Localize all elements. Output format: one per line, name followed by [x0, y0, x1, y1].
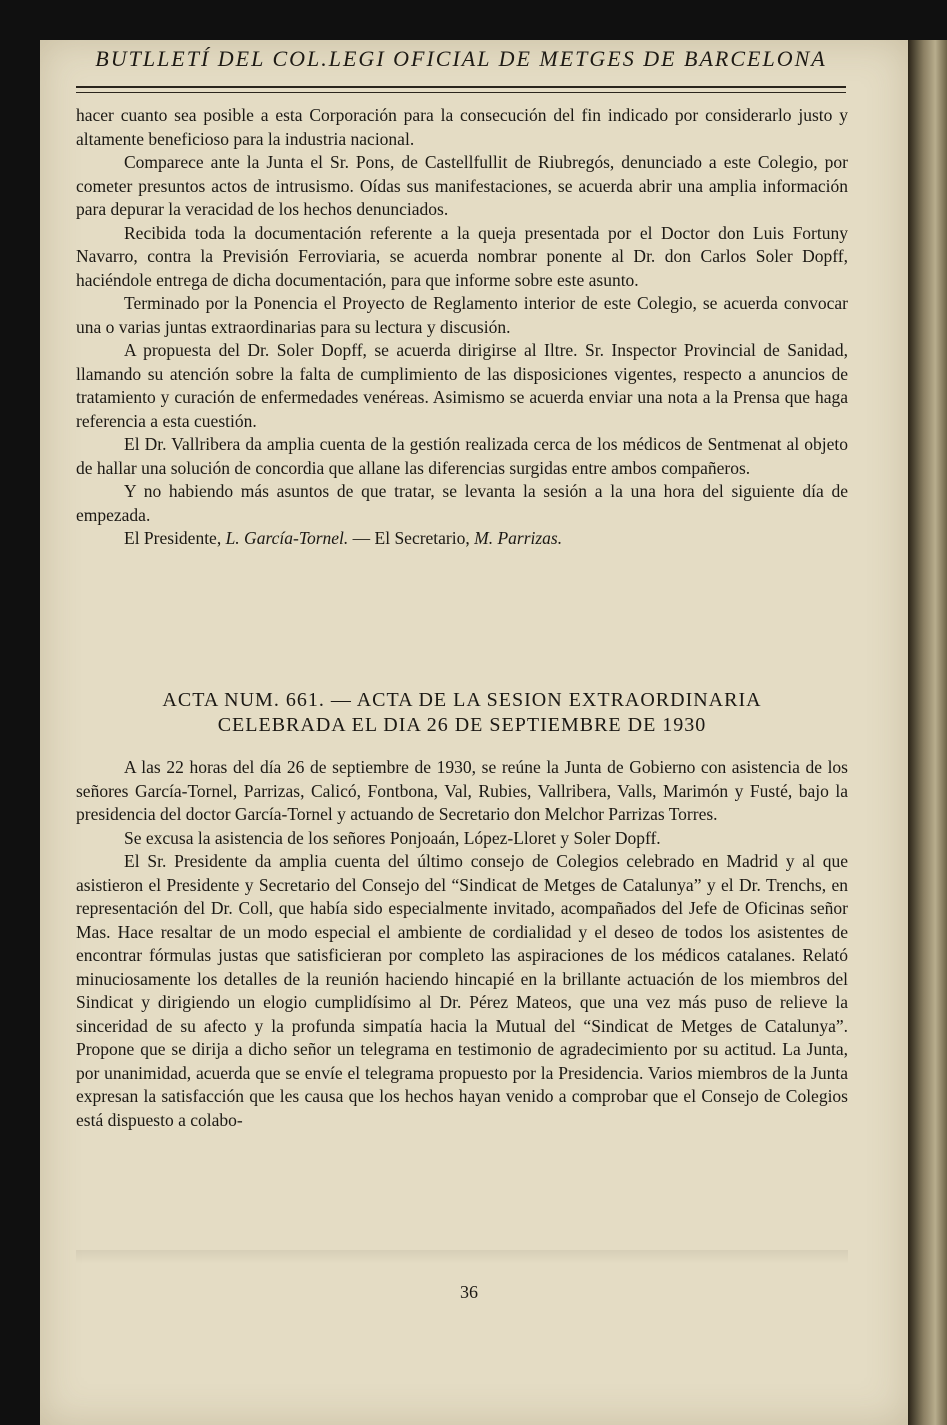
header-rule-thin	[76, 92, 846, 93]
section-title-line-2: CELEBRADA EL DIA 26 DE SEPTIEMBRE DE 1930	[217, 714, 707, 736]
page-number: 36	[460, 1282, 478, 1302]
president-label: El Presidente,	[124, 528, 222, 548]
signature-separator: —	[352, 528, 371, 548]
secretary-label: El Secretario,	[374, 528, 470, 548]
paragraph: Terminado por la Ponencia el Proyecto de Reglamento interior de este Colegio, se acuerda convocar una o varias juntas extraordinarias para su lectura y discusión.	[76, 293, 848, 337]
signature-line	[76, 527, 848, 551]
secretary-name: M. Parrizas.	[474, 528, 563, 548]
president-name: L. García-Tornel.	[225, 528, 349, 548]
minutes-body-top	[76, 104, 848, 551]
paragraph: El Sr. Presidente da amplia cuenta del último consejo de Colegios celebrado en Madrid y al que asistieron el Presidente y Secretario del Consejo del “Sindicat de Metges de Catalunya” y el Dr. Trenchs, en representación del Dr. Coll, que había sido especialmente invitado, acompañados del Jefe de Oficinas señor Mas. Hace resaltar de un modo especial el ambiente de cordialidad y el deseo de todos los asistentes de encontrar fórmulas justas que satisficieran por completo las aspiraciones de los médicos catalanes. Relató minuciosamente los detalles de la reunión haciendo hincapié en la brillante actuación de los miembros del Sindicat y dirigiendo un elogio cumplidísimo al Dr. Pérez Mateos, que una vez más puso de relieve la sinceridad de su afecto y la profunda simpatía hacia la Mutual del “Sindicat de Metges de Catalunya”. Propone que se dirija a dicho señor un telegrama en testimonio de agradecimiento por su actitud. La Junta, por unanimidad, acuerda que se envíe el telegrama propuesto por la Presidencia. Varios miembros de la Junta expresan la satisfacción que les causa que los hechos hayan venido a comprobar que el Consejo de Colegios está dispuesto a colabo-	[76, 851, 848, 1130]
show-through-bleed	[76, 1250, 848, 1264]
minutes-body-bottom	[76, 756, 848, 1132]
paragraph: A las 22 horas del día 26 de septiembre de 1930, se reúne la Junta de Gobierno con asistencia de los señores García-Tornel, Parrizas, Calicó, Fontbona, Val, Rubies, Vallribera, Valls, Marimón y Fusté, bajo la presidencia del doctor García-Tornel y actuando de Secretario don Melchor Parrizas Torres.	[76, 757, 848, 824]
paragraph: Recibida toda la documentación referente a la queja presentada por el Doctor don Luis Fortuny Navarro, contra la Previsión Ferroviaria, se acuerda nombrar ponente al Dr. don Carlos Soler Dopff, haciéndole entrega de dicha documentación, para que informe sobre este asunto.	[76, 222, 848, 290]
paragraph: El Dr. Vallribera da amplia cuenta de la gestión realizada cerca de los médicos de Sentmenat al objeto de hallar una solución de concordia que allane las diferencias surgidas entre ambos compañeros.	[76, 434, 848, 478]
running-header: BUTLLETÍ DEL COL.LEGI OFICIAL DE METGES DE BARCELONA	[95, 46, 827, 71]
paragraph: Comparece ante la Junta el Sr. Pons, de Castellfullit de Riubregós, denunciado a este Colegio, por cometer presuntos actos de intrusismo. Oídas sus manifestaciones, se acuerda abrir una amplia información para depurar la veracidad de los hechos denunciados.	[76, 152, 848, 219]
paragraph: A propuesta del Dr. Soler Dopff, se acuerda dirigirse al Iltre. Sr. Inspector Provincial de Sanidad, llamando su atención sobre la falta de cumplimiento de las disposiciones vigentes, respecto a anuncios de tratamiento y curación de enfermedades venéreas. Asimismo se acuerda enviar una nota a la Prensa que haga referencia a esta cuestión.	[76, 340, 848, 431]
adjacent-page-edge	[908, 40, 947, 1425]
section-title	[76, 688, 848, 738]
paragraph: Y no habiendo más asuntos de que tratar, se levanta la sesión a la una hora del siguiente día de empezada.	[76, 481, 848, 525]
paragraph: Se excusa la asistencia de los señores Ponjoaán, López-Lloret y Soler Dopff.	[124, 827, 661, 848]
header-rule-thick	[76, 86, 846, 88]
paragraph: hacer cuanto sea posible a esta Corporación para la consecución del fin indicado por considerarlo justo y altamente beneficioso para la industria nacional.	[76, 105, 848, 149]
section-title-line-1: ACTA NUM. 661. — ACTA DE LA SESION EXTRAORDINARIA	[162, 689, 762, 711]
